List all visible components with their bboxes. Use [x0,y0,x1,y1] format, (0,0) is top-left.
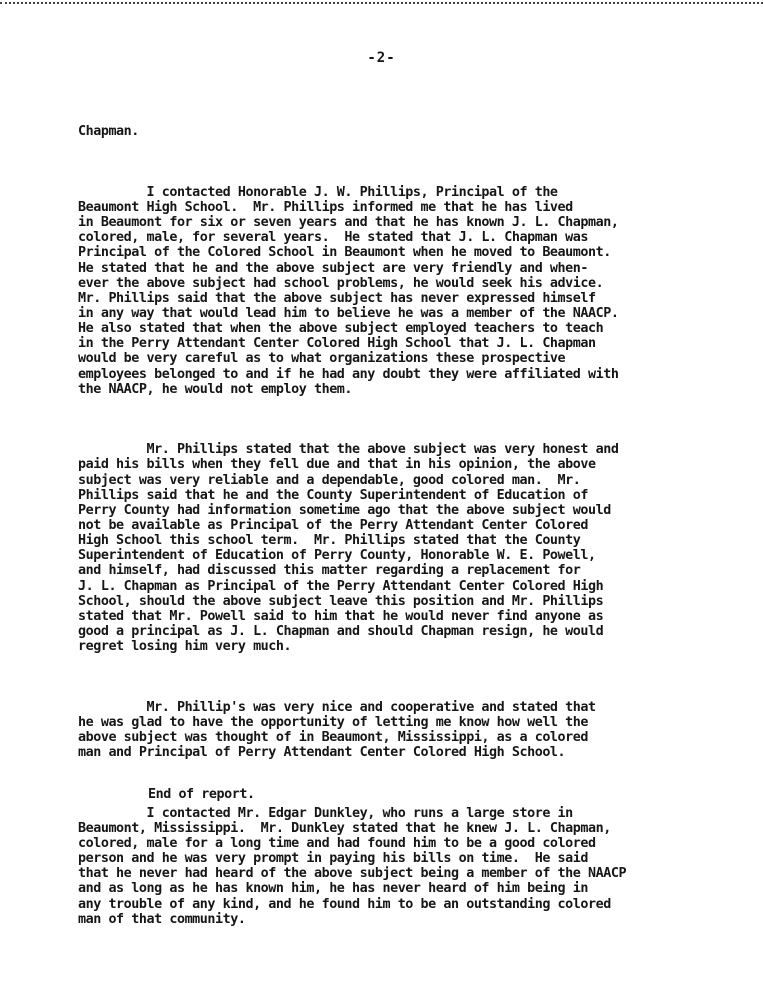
text-line: Chapman. [78,124,139,140]
text-line: in any way that would lead him to believe he was a member of the NAACP. [78,306,619,322]
text-line: regret losing him very much. [78,639,292,655]
text-line: Mr. Phillips stated that the above subject was very honest and [78,442,619,458]
text-line: good a principal as J. L. Chapman and should Chapman resign, he would [78,624,604,640]
end-of-report: End of report. [148,787,255,802]
text-line: person and he was very prompt in paying his bills on time. He said [78,851,588,867]
text-line: I contacted Honorable J. W. Phillips, Principal of the [78,184,558,200]
text-line: he was glad to have the opportunity of letting me know how well the [78,714,588,730]
text-line: that he never had heard of the above subject being a member of the NAACP [78,866,627,882]
text-line: I contacted Mr. Edgar Dunkley, who runs a large store in [78,805,573,821]
text-line: Beaumont, Mississippi. Mr. Dunkley stated that he knew J. L. Chapman, [78,820,611,836]
text-line: would be very careful as to what organizations these prospective [78,351,566,367]
text-line: He stated that he and the above subject are very friendly and when- [78,260,588,276]
paragraph-4 [78,806,738,927]
text-line: in Beaumont for six or seven years and that he has known J. L. Chapman, [78,215,619,231]
text-line: Perry County had information sometime ago that the above subject would [78,502,611,518]
text-line: man of that community. [78,911,246,927]
text-line: Mr. Phillips said that the above subject has never expressed himself [78,290,596,306]
report-body [78,94,738,957]
paragraph-0 [78,124,738,139]
page-number: -2- [367,50,396,66]
text-line: School, should the above subject leave this position and Mr. Phillips [78,593,604,609]
text-line: man and Principal of Perry Attendant Center Colored High School. [78,745,566,761]
text-line: Beaumont High School. Mr. Phillips informed me that he has lived [78,200,573,216]
text-line: He also stated that when the above subject employed teachers to teach [78,321,604,337]
top-border-rule [0,2,763,4]
text-line: Mr. Phillip's was very nice and cooperative and stated that [78,699,596,715]
text-line: the NAACP, he would not employ them. [78,381,353,397]
text-line: Superintendent of Education of Perry County, Honorable W. E. Powell, [78,548,596,564]
text-line: ever the above subject had school problems, he would seek his advice. [78,275,604,291]
paragraph-1 [78,185,738,397]
text-line: Phillips said that he and the County Superintendent of Education of [78,487,588,503]
paragraph-3 [78,700,738,761]
text-line: and himself, had discussed this matter regarding a replacement for [78,563,581,579]
text-line: stated that Mr. Powell said to him that he would never find anyone as [78,608,604,624]
paragraph-2 [78,442,738,654]
text-line: colored, male, for several years. He stated that J. L. Chapman was [78,230,588,246]
text-line: J. L. Chapman as Principal of the Perry Attendant Center Colored High [78,578,604,594]
text-line: subject was very reliable and a dependable, good colored man. Mr. [78,472,581,488]
text-line: not be available as Principal of the Perry Attendant Center Colored [78,518,588,534]
text-line: employees belonged to and if he had any doubt they were affiliated with [78,366,619,382]
text-line: in the Perry Attendant Center Colored High School that J. L. Chapman [78,336,596,352]
text-line: and as long as he has known him, he has never heard of him being in [78,881,588,897]
text-line: any trouble of any kind, and he found him to be an outstanding colored [78,896,611,912]
text-line: Principal of the Colored School in Beaumont when he moved to Beaumont. [78,245,611,261]
text-line: High School this school term. Mr. Phillips stated that the County [78,533,581,549]
text-line: colored, male for a long time and had found him to be a good colored [78,836,596,852]
text-line: above subject was thought of in Beaumont, Mississippi, as a colored [78,730,588,746]
text-line: paid his bills when they fell due and that in his opinion, the above [78,457,596,473]
